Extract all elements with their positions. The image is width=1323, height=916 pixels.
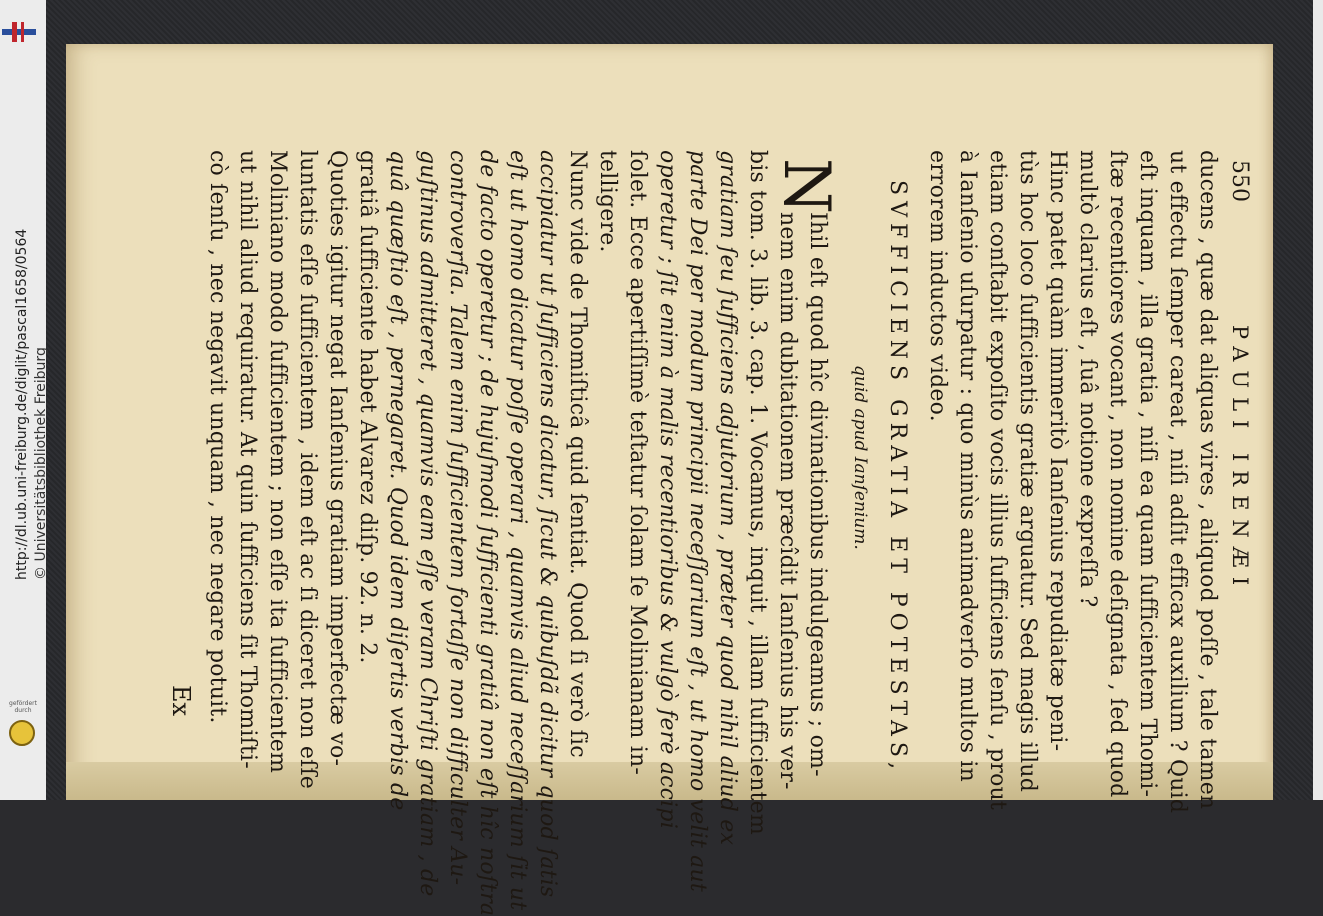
text-line: controverſia. Talem enim ſufficientem fortaſſe non difficulter Au- <box>445 150 470 886</box>
text-line: Moliniano modo ſufficientem ; non eſſe ita ſufficientem <box>265 150 290 774</box>
page-header <box>1224 150 1250 730</box>
drop-cap: N <box>769 158 843 214</box>
text-line: cò ſenſu , nec negavit unquam , nec negare potuit. <box>205 150 230 724</box>
sponsor-block <box>4 700 42 760</box>
running-head: PAULI IRENÆI <box>1228 325 1252 595</box>
text-line: telligere. <box>595 150 620 253</box>
text-line: bis tom. 3. lib. 3. cap. 1. Vocamus, inquit , illam ſufficientem <box>745 150 770 835</box>
text-line: gratiam ſeu ſufficiens adjutorium , præter quod nihil aliud ex <box>715 150 740 846</box>
catchword: Ex <box>167 685 195 717</box>
text-line: Nunc vide de Thomiſticâ quid ſentiat. Quod ſi verò ſic <box>565 150 590 758</box>
text-line: guſtinus admitteret , quamvis eam eſſe veram Chriſti gratiam , de <box>415 150 440 897</box>
text-line: parte Dei per modum principii neceſſarium eſt , ut homo velit aut <box>685 150 710 892</box>
text-line: nem enim dubitationem præcîdit Ianſenius his ver- <box>775 212 800 790</box>
text-line: eſt ut homo dicatur poſſe operari , quamvis aliud neceſſarium ſit ut <box>505 150 530 911</box>
text-line: ut effectu ſemper careat , niſi adſit efficax auxilium ? Quid <box>1165 150 1190 814</box>
permalink-url[interactable]: http://dl.ub.uni-freiburg.de/diglit/pascal1658/0564 <box>14 228 30 580</box>
section-subtitle: quid apud Ianſenium. <box>850 365 870 550</box>
text-line: ut nihil aliud requiratur. At quin ſufficiens ſit Thomiſti- <box>235 150 260 769</box>
text-line: eſt inquam , illa gratia , niſi ea quam ſufficientem Thomi- <box>1135 150 1160 798</box>
text-line: accipiatur ut ſufficiens dicatur, ſicut & quibuſdã dicitur quod ſatis <box>535 150 560 898</box>
text-line: errorem inductos video. <box>925 150 950 422</box>
text-line: gratiâ ſufficiente habet Alvarez diſp. 92. n. 2. <box>355 150 380 664</box>
text-line: operetur ; ſit enim à malis recentioribus & vulgò ferè accipi <box>655 150 680 829</box>
text-line: à Ianſenio uſurpatur : quo minùs animadverſo multos in <box>955 150 980 782</box>
page-number: 550 <box>1227 160 1252 202</box>
text-line: ſtæ recentiores vocant , non nomine deſignata , ſed quod <box>1105 150 1130 798</box>
section-title: SVFFICIENS GRATIA ET POTESTAS, <box>885 180 910 776</box>
text-line: luntatis eſſe ſufficientem , idem eſt ac ſi diceret non eſſe <box>295 150 320 790</box>
flag-logo-icon <box>2 22 36 42</box>
text-line: Quoties igitur negat Ianſenius gratiam imperfectæ vo- <box>325 150 350 767</box>
text-line: Hinc patet quàm immeritò Ianſenius repudiatæ peni- <box>1045 150 1070 752</box>
copyright-notice: © Universitätsbibliothek Freiburg <box>33 347 49 580</box>
sponsor-label: gefördert durch <box>9 700 37 714</box>
sponsor-seal-icon <box>9 720 35 746</box>
text-line: de facto operetur ; de hujuſmodi ſufficienti gratiâ non eſt hîc noſtra <box>475 150 500 916</box>
text-line: tùs hoc loco ſufficientis gratiæ arguatur. Sed magis illud <box>1015 150 1040 793</box>
text-line: quâ quæſtio eſt , pernegaret. Quod idem diſertis verbis de <box>385 150 410 811</box>
text-line: multò clarius eſt , ſuâ notione expreſſa ? <box>1075 150 1100 608</box>
text-line: ducens , quæ dat aliquas vires , aliquod poſſe , tale tamen <box>1195 150 1220 810</box>
viewer-right-strip <box>1313 0 1323 800</box>
text-line: etiam conſtabit expoſito vocis illius ſufficiens ſenſu , prout <box>985 150 1010 810</box>
text-line: ſolet. Ecce apertiſſimè teſtatur ſolam ſe Molinianam in- <box>625 150 650 775</box>
text-line: Ihil eſt quod hîc divinationibus indulgeamus ; om- <box>805 212 830 777</box>
viewer-left-strip <box>0 0 49 800</box>
